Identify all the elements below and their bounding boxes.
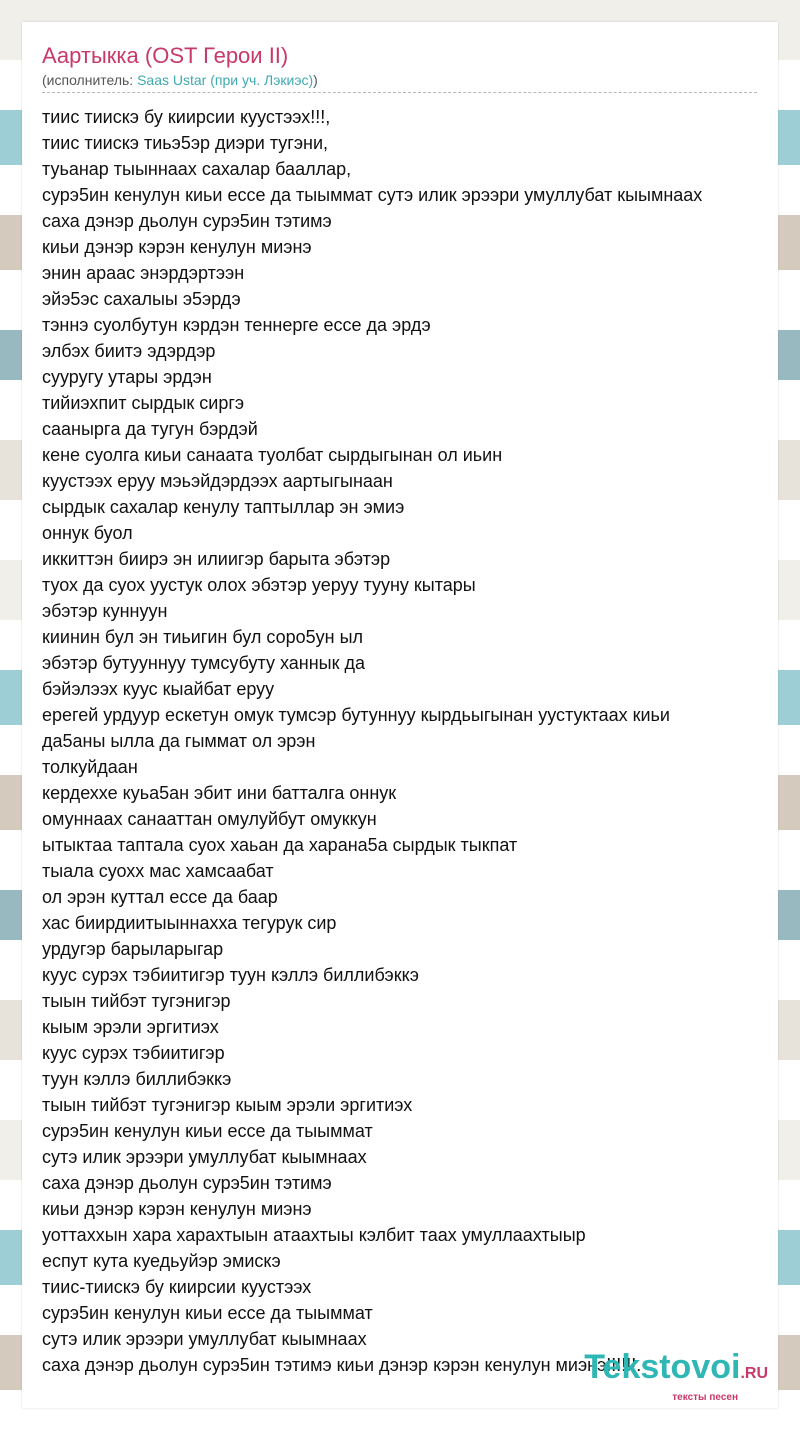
lyric-line: эбэтэр бутууннуу тумсубуту ханнык да <box>42 653 365 673</box>
lyric-line: эйэ5эс сахалыы э5эрдэ <box>42 289 241 309</box>
lyric-line: сутэ илик эрээри умуллубат кыымнаах <box>42 1147 367 1167</box>
lyric-line: эбэтэр куннуун <box>42 601 168 621</box>
song-header <box>42 42 757 93</box>
lyric-line: туох да суох уустук олох эбэтэр уеруу тууну кытары <box>42 575 476 595</box>
lyric-line: куус сурэх тэбиитигэр <box>42 1043 225 1063</box>
lyric-line: урдугэр барыларыгар <box>42 939 224 959</box>
lyric-line: киьи дэнэр кэрэн кенулун миэнэ <box>42 237 312 257</box>
lyric-line: кердеххе куьа5ан эбит ини батталга оннук <box>42 783 397 803</box>
performer-link[interactable] <box>137 72 313 88</box>
lyric-line: туьанар тыыннаах сахалар бааллар, <box>42 159 352 179</box>
song-title: Аартыкка (OST Герои II) <box>42 43 289 68</box>
lyric-line: киьи дэнэр кэрэн кенулун миэнэ <box>42 1199 312 1219</box>
lyric-line: ерегей урдуур ескетун омук тумсэр бутуннуу кырдьыгынан уустуктаах киьи <box>42 705 670 725</box>
lyric-line: куус сурэх тэбиитигэр туун кэллэ биллибэккэ <box>42 965 419 985</box>
lyric-line: омуннаах санааттан омулуйбут омуккун <box>42 809 377 829</box>
lyric-line: кыым эрэли эргитиэх <box>42 1017 219 1037</box>
lyric-line: сутэ илик эрээри умуллубат кыымнаах <box>42 1329 367 1349</box>
lyric-line: киинин бул эн тиьигин бул соро5ун ыл <box>42 627 364 647</box>
lyric-line: сурэ5ин кенулун киьи ессе да тыыммат <box>42 1121 373 1141</box>
lyric-line: ол эрэн куттал ессе да баар <box>42 887 278 907</box>
logo-name: Tekstovoi <box>584 1348 741 1386</box>
lyrics-text <box>42 104 787 1378</box>
performer-name: Saas Ustar <box>137 72 207 88</box>
performer-prefix: (исполнитель: <box>42 72 138 88</box>
lyrics-card <box>22 22 778 1408</box>
lyric-line: кене суолга киьи санаата туолбат сырдыгынан ол иьин <box>42 445 503 465</box>
lyric-line: уоттаххын хара харахтыын атаахтыы кэлбит таах умуллаахтыыр <box>42 1225 586 1245</box>
lyric-line: толкуйдаан <box>42 757 138 777</box>
site-logo[interactable] <box>584 1349 768 1404</box>
performer-featuring: (при уч. Лэкиэс) <box>206 72 314 88</box>
lyric-line: тийиэхпит сырдык сиргэ <box>42 393 245 413</box>
lyric-line: саха дэнэр дьолун сурэ5ин тэтимэ киьи дэнэр кэрэн кенулун миэнэ!!!!!!. <box>42 1355 642 1375</box>
lyric-line: еспут кута куедьуйэр эмискэ <box>42 1251 281 1271</box>
lyric-line: тэннэ суолбутун кэрдэн теннерге ессе да эрдэ <box>42 315 431 335</box>
lyric-line: да5аны ылла да гыммат ол эрэн <box>42 731 316 751</box>
lyric-line: тыын тийбэт тугэнигэр <box>42 991 231 1011</box>
lyric-line: сурэ5ин кенулун киьи ессе да тыыммат <box>42 1303 373 1323</box>
lyric-line: сурэ5ин кенулун киьи ессе да тыыммат сутэ илик эрээри умуллубат кыымнаах <box>42 185 703 205</box>
logo-tld: .RU <box>740 1365 768 1382</box>
lyric-line: оннук буол <box>42 523 133 543</box>
lyric-line: тиис тиискэ тиьэ5эр диэри тугэни, <box>42 133 329 153</box>
lyric-line: иккиттэн биирэ эн илиигэр барыта эбэтэр <box>42 549 391 569</box>
lyric-line: саха дэнэр дьолун сурэ5ин тэтимэ <box>42 1173 332 1193</box>
lyric-line: куустээх еруу мэьэйдэрдээх аартыгынаан <box>42 471 393 491</box>
lyric-line: энин араас энэрдэртээн <box>42 263 245 283</box>
lyric-line: бэйэлээх куус кыайбат еруу <box>42 679 275 699</box>
lyric-line: тыала суохх мас хамсаабат <box>42 861 274 881</box>
performer-suffix: ) <box>313 72 318 88</box>
lyric-line: тиис-тиискэ бу киирсии куустээх <box>42 1277 312 1297</box>
logo-tagline: тексты песен <box>672 1392 738 1403</box>
lyric-line: сааныргa да тугун бэрдэй <box>42 419 258 439</box>
lyric-line: туун кэллэ биллибэккэ <box>42 1069 232 1089</box>
lyric-line: сууругу утары эрдэн <box>42 367 212 387</box>
lyric-line: ытыктаа таптала суох хаьан да харана5а сырдык тыкпат <box>42 835 518 855</box>
lyric-line: тыын тийбэт тугэнигэр кыым эрэли эргитиэх <box>42 1095 413 1115</box>
lyric-line: элбэх биитэ эдэрдэр <box>42 341 216 361</box>
lyric-line: сырдык сахалар кенулу таптыллар эн эмиэ <box>42 497 405 517</box>
logo-wordmark <box>584 1349 768 1392</box>
lyric-line: хас биирдиитыыннахха тегурук сир <box>42 913 337 933</box>
lyric-line: саха дэнэр дьолун сурэ5ин тэтимэ <box>42 211 332 231</box>
lyric-line: тиис тиискэ бу киирсии куустээх!!!, <box>42 107 331 127</box>
performer-line <box>42 70 757 90</box>
